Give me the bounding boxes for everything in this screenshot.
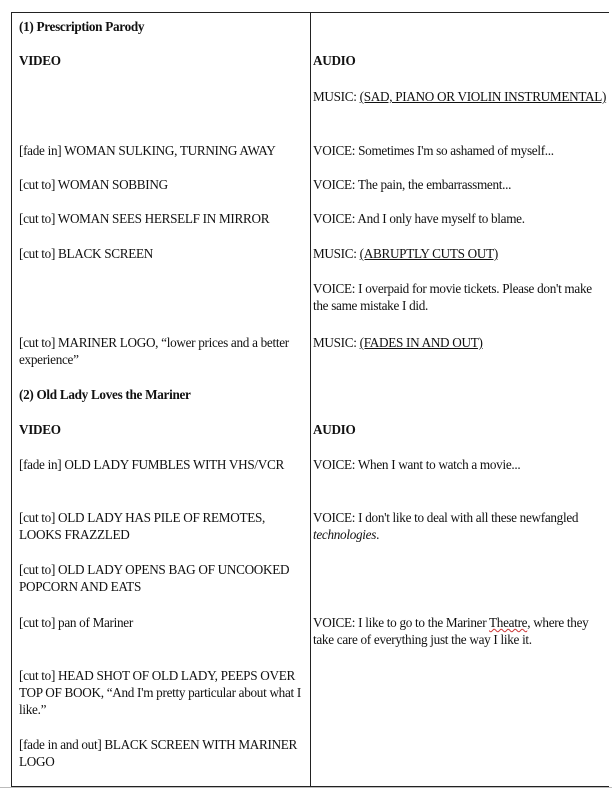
music-label: MUSIC: [313,335,360,350]
s2-row1-video: [fade in] OLD LADY FUMBLES WITH VHS/VCR [19,457,284,472]
s1-row1-audio: VOICE: Sometimes I'm so ashamed of myself... [313,143,554,158]
section1-video-header: VIDEO [19,53,61,68]
music-label: MUSIC: [313,246,360,261]
s2-row1-audio: VOICE: When I want to watch a movie... [313,457,521,472]
voice-text-end: , where they take care of everything just the way I like it. [313,615,589,647]
section1-heading: (1) Prescription Parody [19,19,145,34]
voice-text: VOICE: I don't like to deal with all these newfangled [313,510,579,525]
s1-row4-video: [cut to] BLACK SCREEN [19,246,153,261]
column-divider [310,12,311,787]
music-cue: (ABRUPTLY CUTS OUT) [359,246,498,261]
music-label: MUSIC: [313,89,360,104]
s2-row4-video: [cut to] pan of Mariner [19,615,133,630]
section2-video-header: VIDEO [19,422,61,437]
s1-row6-audio [313,334,607,351]
spellcheck-word: Theatre [489,615,528,630]
s1-row3-video: [cut to] WOMAN SEES HERSELF IN MIRROR [19,211,270,226]
s1-row4-audio [313,245,607,262]
s1-row2-audio: VOICE: The pain, the embarrassment... [313,177,512,192]
s1-row2-video: [cut to] WOMAN SOBBING [19,177,168,192]
s2-row2-audio [313,509,607,543]
s2-row6-video: [fade in and out] BLACK SCREEN WITH MARINER LOGO [19,737,298,769]
music-cue: (FADES IN AND OUT) [359,335,483,350]
s2-row4-audio [313,614,607,648]
section2-heading: (2) Old Lady Loves the Mariner [19,387,191,402]
s1-row3-audio: VOICE: And I only have myself to blame. [313,211,525,226]
s1-row5-audio: VOICE: I overpaid for movie tickets. Please don't make the same mistake I did. [313,281,592,313]
voice-text: VOICE: I like to go to the Mariner [313,615,490,630]
voice-text-end: . [376,527,380,542]
section2-audio-header: AUDIO [313,422,356,437]
s2-row5-video: [cut to] HEAD SHOT OF OLD LADY, PEEPS OVER TOP OF BOOK, “And I'm pretty particular about what I like.” [19,668,301,717]
s1-row6-video: [cut to] MARINER LOGO, “lower prices and a better experience” [19,335,289,367]
s1-row1-video: [fade in] WOMAN SULKING, TURNING AWAY [19,143,276,158]
music-intro [313,88,607,105]
page-bottom-edge [0,787,612,788]
s2-row3-video: [cut to] OLD LADY OPENS BAG OF UNCOOKED POPCORN AND EATS [19,562,290,594]
section1-audio-header: AUDIO [313,53,356,68]
s2-row2-video: [cut to] OLD LADY HAS PILE OF REMOTES, LOOKS FRAZZLED [19,510,265,542]
voice-italic: technologies [313,527,377,542]
music-cue: (SAD, PIANO OR VIOLIN INSTRUMENTAL) [359,89,607,104]
